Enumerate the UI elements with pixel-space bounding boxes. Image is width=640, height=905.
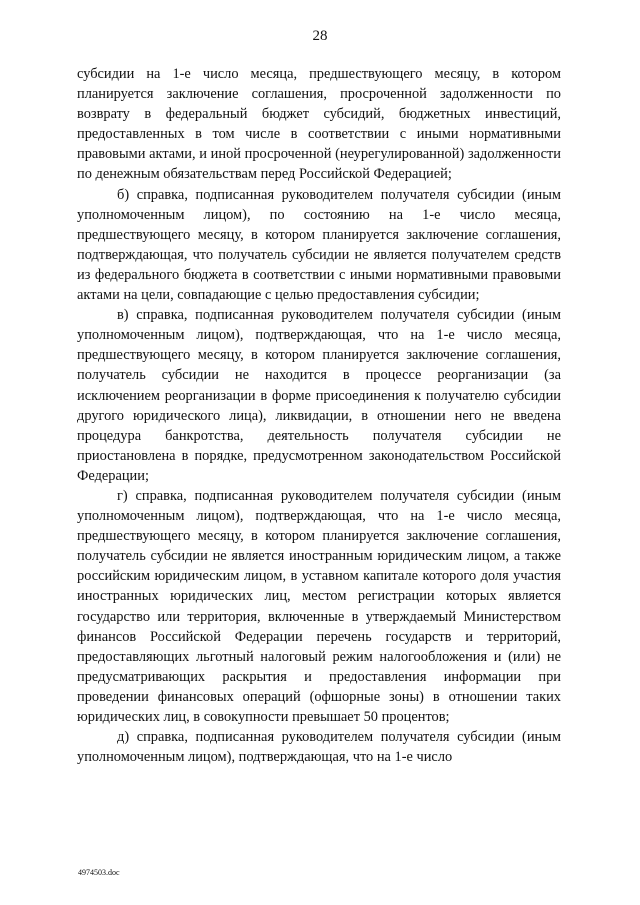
paragraph-item-d: д) справка, подписанная руководителем получателя субсидии (иным уполномоченным лицом), подтверждающая, что на 1-е число [77, 729, 561, 766]
page-number: 28 [312, 28, 328, 44]
paragraph-item-v: в) справка, подписанная руководителем получателя субсидии (иным уполномоченным лицом), подтверждающая, что на 1-е число месяца, предшествующего месяцу, в котором планируется заключение соглашения, получатель субсидии не находится в процессе реорганизации (за исключением реорганизации в форме присоединения к получателю субсидии другого юридического лица), ликвидации, в отношении него не введена процедура банкротства, деятельность получателя субсидии не приостановлена в порядке, предусмотренном законодательством Российской Федерации; [77, 307, 561, 484]
paragraph-item-b: б) справка, подписанная руководителем получателя субсидии (иным уполномоченным лицом), по состоянию на 1-е число месяца, предшествующего месяцу, в котором планируется заключение соглашения, подтверждающая, что получатель субсидии не является получателем средств из федерального бюджета в соответствии с иными нормативными правовыми актами на цели, совпадающие с целью предоставления субсидии; [77, 186, 561, 304]
document-body [77, 64, 561, 767]
paragraph-continuation: субсидии на 1-е число месяца, предшествующего месяцу, в котором планируется заключение соглашения, просроченной задолженности по возврату в федеральный бюджет субсидий, бюджетных инвестиций, предоставленных в том числе в соответствии с иными нормативными правовыми актами, и иной просроченной (неурегулированной) задолженности по денежным обязательствам перед Российской Федерацией; [77, 66, 561, 183]
document-file-code: 4974503.doc [78, 868, 120, 877]
paragraph-item-g: г) справка, подписанная руководителем получателя субсидии (иным уполномоченным лицом), подтверждающая, что на 1-е число месяца, предшествующего месяцу, в котором планируется заключение соглашения, получатель субсидии не является иностранным юридическим лицом, а также российским юридическим лицом, в уставном капитале которого доля участия иностранных юридических лиц, местом регистрации которых является государство или территория, включенные в утверждаемый Министерством финансов Российской Федерации перечень государств и территорий, предоставляющих льготный налоговый режим налогообложения и (или) не предусматривающих раскрытия и предоставления информации при проведении финансовых операций (офшорные зоны) в отношении таких юридических лиц, в совокупности превышает 50 процентов; [77, 487, 561, 725]
